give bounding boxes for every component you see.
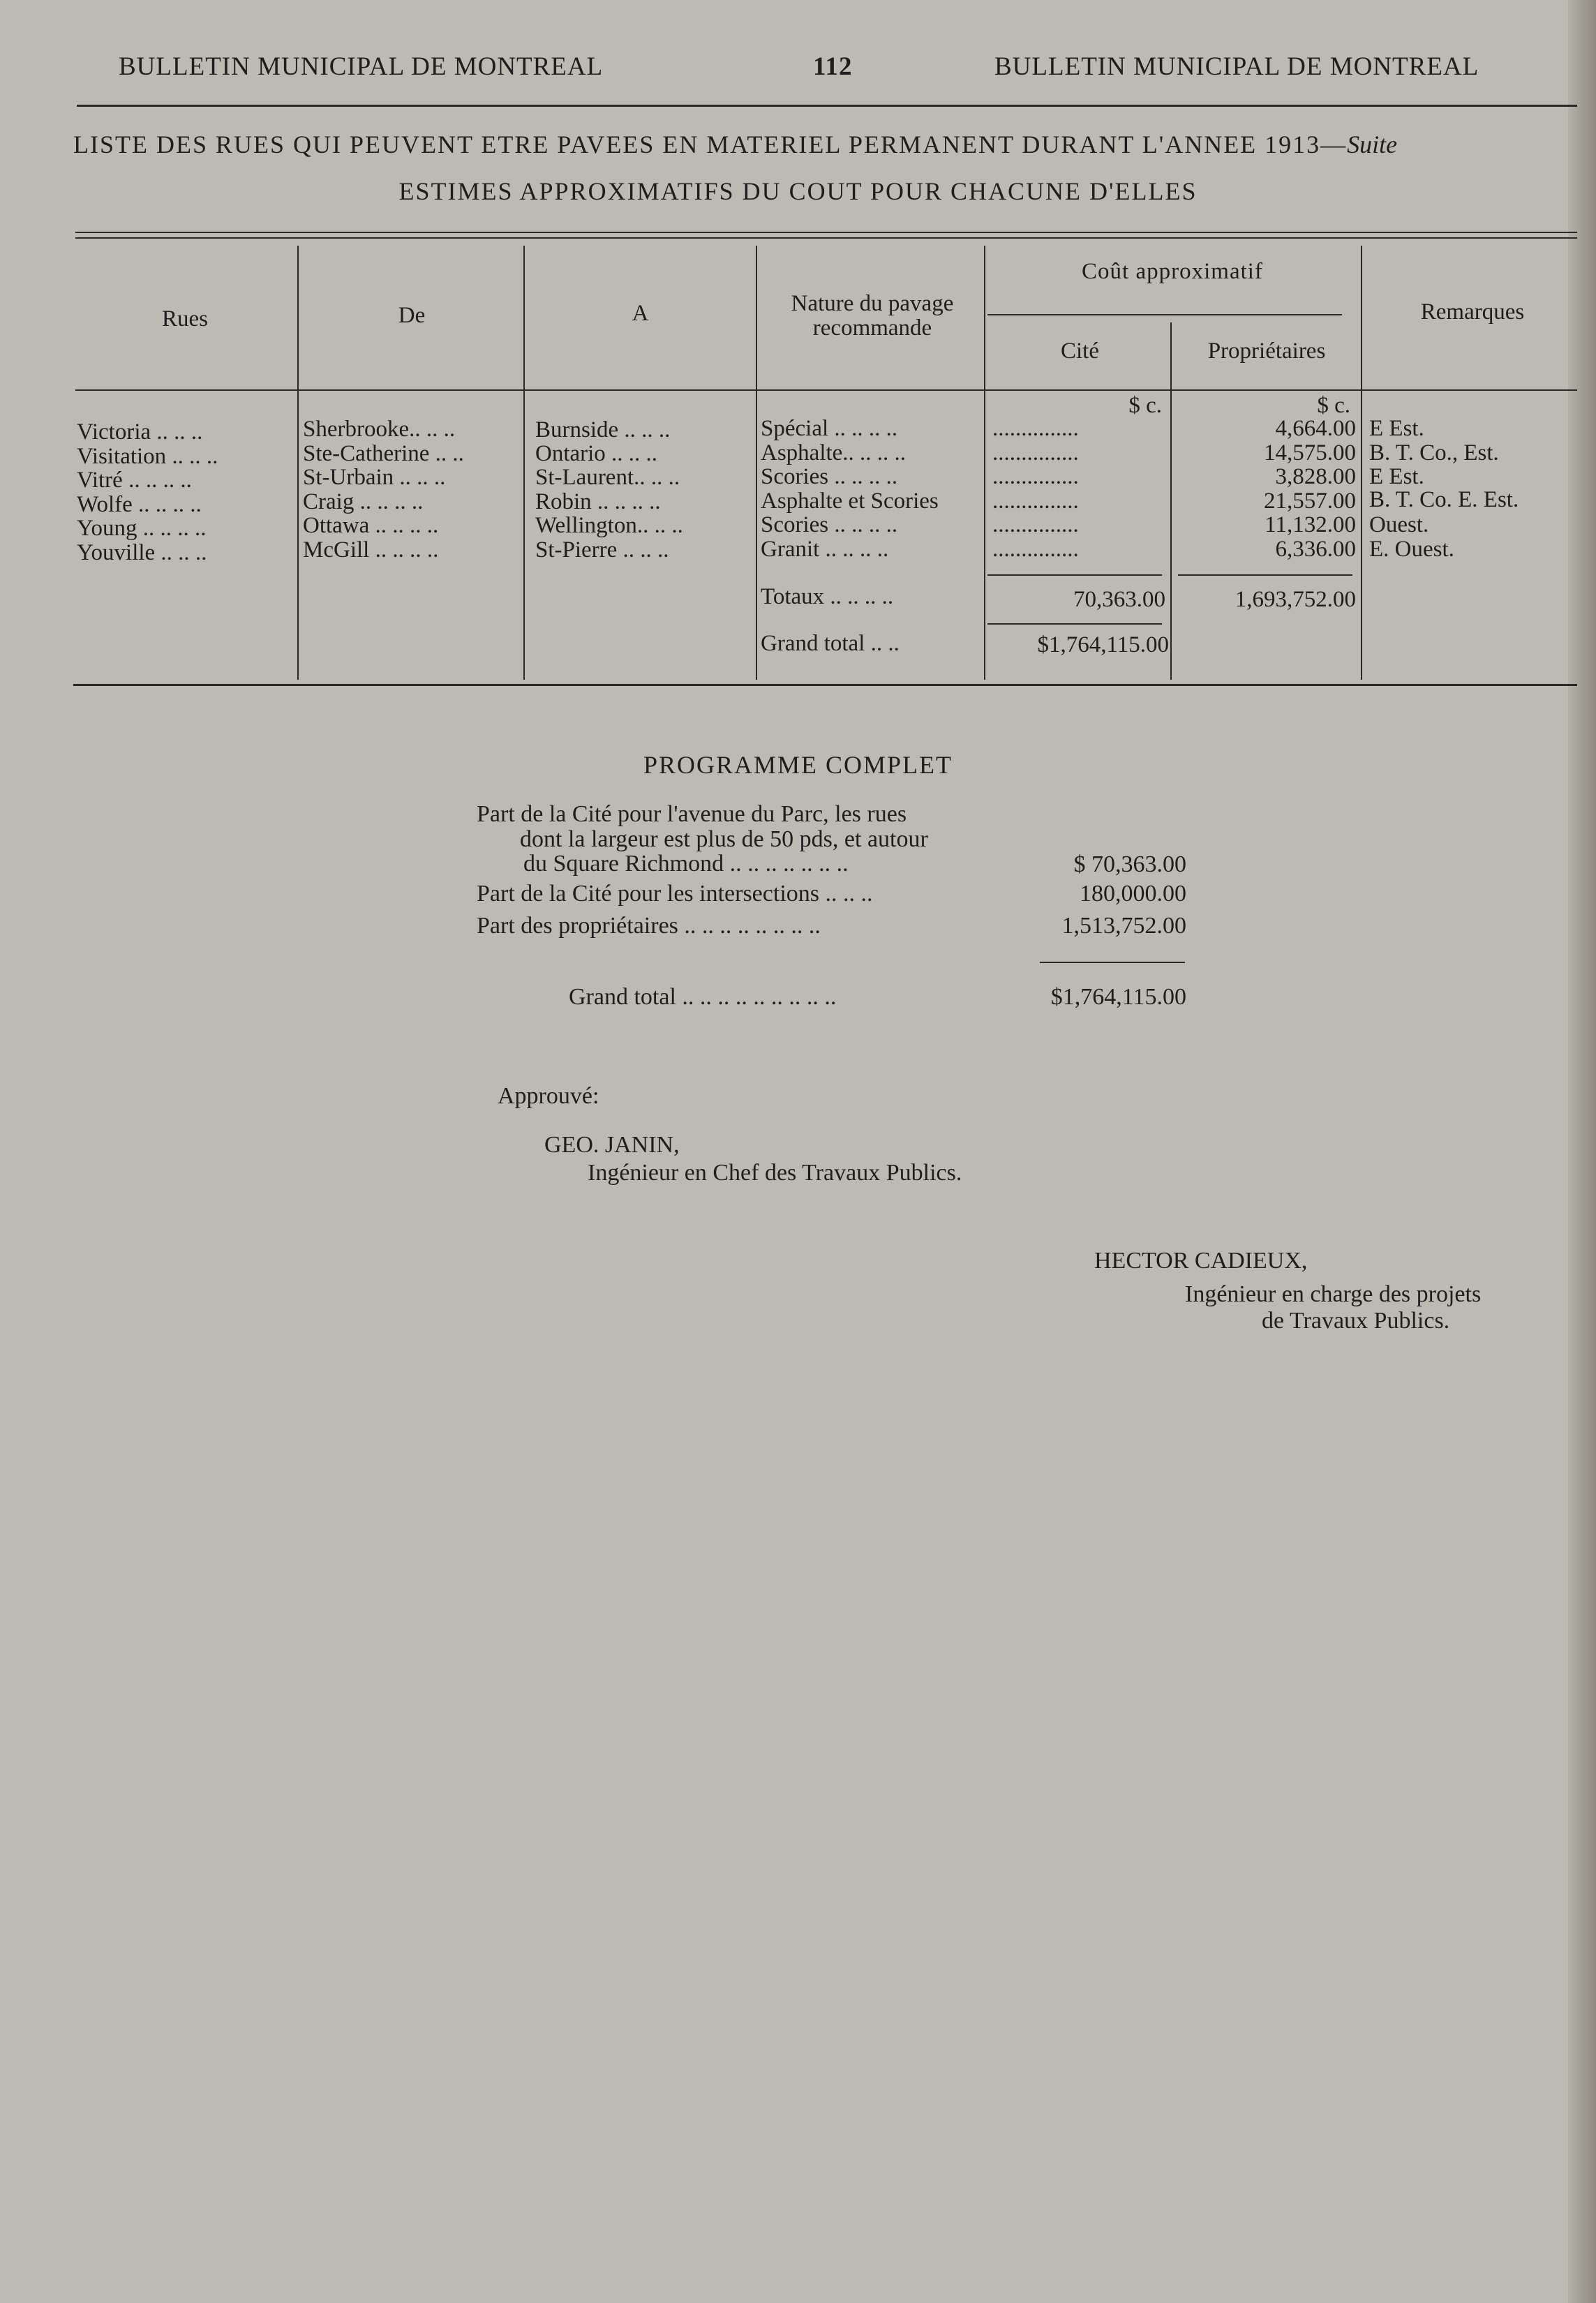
running-header-right: BULLETIN MUNICIPAL DE MONTREAL: [994, 52, 1479, 81]
cell-remarques: E Est.: [1369, 416, 1424, 441]
col-divider-2: [523, 246, 525, 680]
cell-rue: Victoria .. .. ..: [77, 419, 203, 445]
col-header-nature: Nature du pavage recommande: [791, 291, 954, 341]
header-rule: [77, 105, 1577, 107]
totaux-label: Totaux .. .. .. ..: [761, 584, 894, 609]
table-title-text: LISTE DES RUES QUI PEUVENT ETRE PAVEES EN MATERIEL PERMANENT DURANT L'ANNEE 1913—: [73, 131, 1348, 158]
grand-total-rule: [987, 623, 1162, 625]
cell-de: Craig .. .. .. ..: [303, 489, 424, 514]
cell-cite: ...............: [992, 537, 1079, 562]
cell-a: Ontario .. .. ..: [535, 441, 658, 466]
signatory-2-title-b: de Travaux Publics.: [1262, 1308, 1450, 1334]
programme-title: PROGRAMME COMPLET: [643, 751, 953, 779]
programme-amount-2: 180,000.00: [1080, 881, 1186, 907]
cell-a: St-Pierre .. .. ..: [535, 537, 669, 562]
programme-total-label: Grand total .. .. .. .. .. .. .. .. ..: [569, 984, 837, 1010]
cell-a: Burnside .. .. ..: [535, 417, 671, 442]
cell-remarques: E Est.: [1369, 464, 1424, 489]
programme-line-2: Part de la Cité pour les intersections .. .. ..: [477, 881, 873, 907]
table-title-suite: Suite: [1347, 131, 1398, 158]
col-header-de: De: [398, 303, 426, 328]
col-divider-5: [1170, 322, 1172, 680]
running-header-left: BULLETIN MUNICIPAL DE MONTREAL: [119, 52, 604, 81]
col-header-remarques: Remarques: [1420, 299, 1525, 325]
cell-cite: ...............: [992, 512, 1079, 537]
table-title: [73, 130, 1581, 159]
cell-de: St-Urbain .. .. ..: [303, 465, 446, 490]
cite-total-rule: [987, 574, 1162, 576]
cell-nature: Asphalte et Scories: [761, 489, 939, 514]
signatory-1-title: Ingénieur en Chef des Travaux Publics.: [588, 1160, 962, 1186]
totaux-proprietaires: 1,693,752.00: [1235, 587, 1356, 612]
cell-remarques: E. Ouest.: [1369, 537, 1454, 562]
cell-rue: Young .. .. .. ..: [77, 516, 207, 541]
cell-nature: Scories .. .. .. ..: [761, 512, 898, 537]
unit-cite: $ c.: [1128, 393, 1162, 418]
programme-amount-1: $ 70,363.00: [1073, 851, 1186, 877]
signatory-2-title-a: Ingénieur en charge des projets: [1185, 1281, 1482, 1307]
approuve-label: Approuvé:: [498, 1083, 599, 1109]
cell-de: Sherbrooke.. .. ..: [303, 417, 456, 442]
cell-remarques: Ouest.: [1369, 512, 1429, 537]
header-bottom-rule: [75, 389, 1577, 391]
cell-proprietaires: 11,132.00: [1265, 512, 1356, 537]
cell-a: Robin .. .. .. ..: [535, 489, 661, 514]
programme-line-1c: du Square Richmond .. .. .. .. .. .. ..: [523, 851, 849, 877]
col-header-a: A: [632, 301, 649, 326]
cell-remarques: B. T. Co. E. Est.: [1369, 487, 1519, 512]
col-header-cite: Cité: [1061, 338, 1099, 364]
table-top-rule-2: [75, 237, 1577, 239]
signatory-2-name: HECTOR CADIEUX,: [1094, 1248, 1308, 1274]
cell-rue: Youville .. .. ..: [77, 540, 207, 565]
page-edge-shadow: [1568, 0, 1596, 2303]
cell-a: St-Laurent.. .. ..: [535, 465, 680, 490]
cell-de: Ste-Catherine .. ..: [303, 441, 464, 466]
col-divider-4: [984, 246, 985, 680]
unit-proprietaires: $ c.: [1317, 393, 1350, 418]
col-divider-6: [1361, 246, 1362, 680]
cell-cite: ...............: [992, 416, 1079, 441]
cell-cite: ...............: [992, 440, 1079, 465]
col-header-cout: Coût approximatif: [1082, 259, 1263, 284]
cell-cite: ...............: [992, 464, 1079, 489]
cout-subrule: [987, 314, 1342, 315]
cell-rue: Wolfe .. .. .. ..: [77, 492, 202, 517]
grand-total-value: $1,764,115.00: [1037, 632, 1169, 657]
col-header-proprietaires: Propriétaires: [1207, 338, 1326, 364]
prop-total-rule: [1178, 574, 1352, 576]
cell-proprietaires: 3,828.00: [1275, 464, 1356, 489]
cell-nature: Spécial .. .. .. ..: [761, 416, 898, 441]
programme-line-1b: dont la largeur est plus de 50 pds, et autour: [520, 826, 928, 852]
cell-proprietaires: 6,336.00: [1275, 537, 1356, 562]
table-top-rule-1: [75, 232, 1577, 233]
cell-rue: Vitré .. .. .. ..: [77, 468, 192, 493]
col-divider-3: [756, 246, 757, 680]
table-subtitle: ESTIMES APPROXIMATIFS DU COUT POUR CHACUNE D'ELLES: [398, 177, 1198, 205]
page-number: 112: [813, 52, 853, 81]
table-bottom-rule: [73, 684, 1577, 686]
cell-rue: Visitation .. .. ..: [77, 444, 218, 469]
cell-nature: Asphalte.. .. .. ..: [761, 440, 907, 465]
grand-total-label: Grand total .. ..: [761, 631, 900, 656]
cell-proprietaires: 4,664.00: [1275, 416, 1356, 441]
col-divider-1: [297, 246, 299, 680]
col-header-rues: Rues: [162, 306, 208, 331]
cell-cite: ...............: [992, 489, 1079, 514]
cell-nature: Granit .. .. .. ..: [761, 537, 889, 562]
cell-de: Ottawa .. .. .. ..: [303, 513, 439, 538]
cell-a: Wellington.. .. ..: [535, 513, 683, 538]
programme-line-3: Part des propriétaires .. .. .. .. .. .. .. ..: [477, 913, 821, 939]
cell-proprietaires: 14,575.00: [1264, 440, 1356, 465]
programme-amount-3: 1,513,752.00: [1061, 913, 1186, 939]
programme-line-1a: Part de la Cité pour l'avenue du Parc, les rues: [477, 801, 907, 827]
cell-proprietaires: 21,557.00: [1264, 489, 1356, 514]
programme-total-rule: [1040, 962, 1185, 963]
cell-remarques: B. T. Co., Est.: [1369, 440, 1499, 465]
programme-total-amount: $1,764,115.00: [1050, 984, 1186, 1010]
totaux-cite: 70,363.00: [1073, 587, 1165, 612]
cell-de: McGill .. .. .. ..: [303, 537, 439, 562]
signatory-1-name: GEO. JANIN,: [544, 1132, 680, 1158]
cell-nature: Scories .. .. .. ..: [761, 464, 898, 489]
